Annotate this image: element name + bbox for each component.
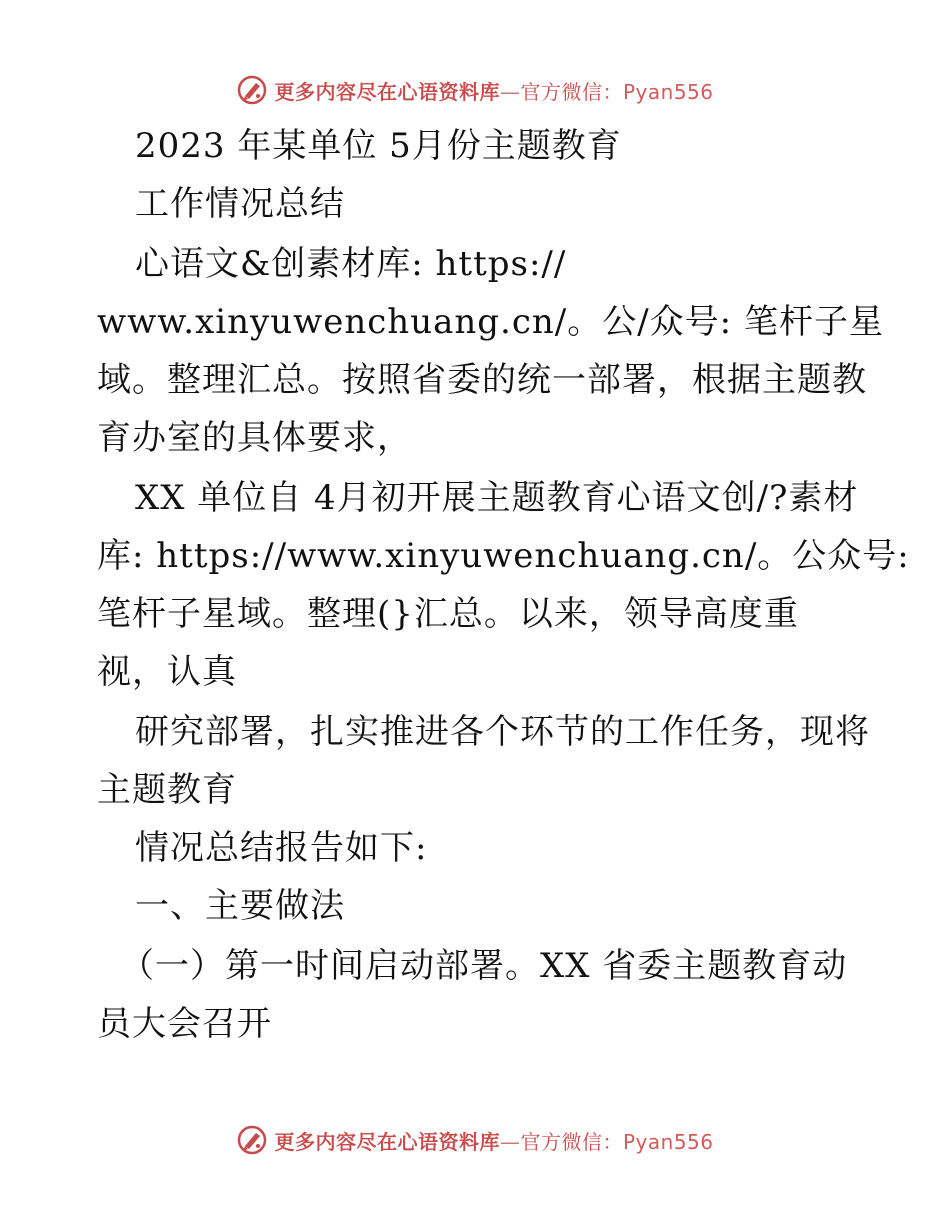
watermark-separator: — <box>499 1129 521 1154</box>
watermark-cn-text: 更多内容尽在心语资料库 <box>274 1129 500 1154</box>
text-line: 研究部署，扎实推进各个环节的工作任务，现将 <box>135 712 870 752</box>
document-title-line-2: 工作情况总结 <box>135 184 345 224</box>
text-line: 心语文&创素材库: https:// <box>135 244 567 284</box>
text-line: 视，认真 <box>97 652 237 692</box>
text-line: 笔杆子星域。整理(}汇总。以来，领导高度重 <box>97 594 799 634</box>
text-line: 员大会召开 <box>97 1004 272 1044</box>
text-line: XX 单位自 4月初开展主题教育心语文创/?素材 <box>135 478 859 518</box>
watermark-wechat-label: 官方微信： <box>520 1129 623 1154</box>
watermark-text <box>274 76 713 105</box>
watermark-wechat-id: Pyan556 <box>622 1129 714 1154</box>
section-heading: 一、主要做法 <box>135 886 345 926</box>
watermark-text <box>274 1126 713 1155</box>
subsection-heading: （一）第一时间启动部署。XX 省委主题教育动 <box>120 946 848 986</box>
document-title-line-1: 2023 年某单位 5月份主题教育 <box>135 126 622 166</box>
watermark-cn-text: 更多内容尽在心语资料库 <box>274 79 500 104</box>
watermark-wechat-label: 官方微信： <box>520 79 623 104</box>
text-line: 库: https://www.xinyuwenchuang.cn/。公众号: <box>97 536 910 576</box>
footer-watermark <box>0 1120 950 1160</box>
watermark-wechat-id: Pyan556 <box>622 79 714 104</box>
pen-logo-icon <box>236 74 268 106</box>
watermark-separator: — <box>499 79 521 104</box>
pen-logo-icon <box>236 1124 268 1156</box>
text-line: 育办室的具体要求， <box>97 418 412 458</box>
text-line: 情况总结报告如下: <box>135 828 428 868</box>
text-line: 主题教育 <box>97 770 237 810</box>
text-line: www.xinyuwenchuang.cn/。公/众号: 笔杆子星 <box>97 302 884 342</box>
text-line: 域。整理汇总。按照省委的统一部署，根据主题教 <box>97 360 867 400</box>
header-watermark <box>0 70 950 110</box>
